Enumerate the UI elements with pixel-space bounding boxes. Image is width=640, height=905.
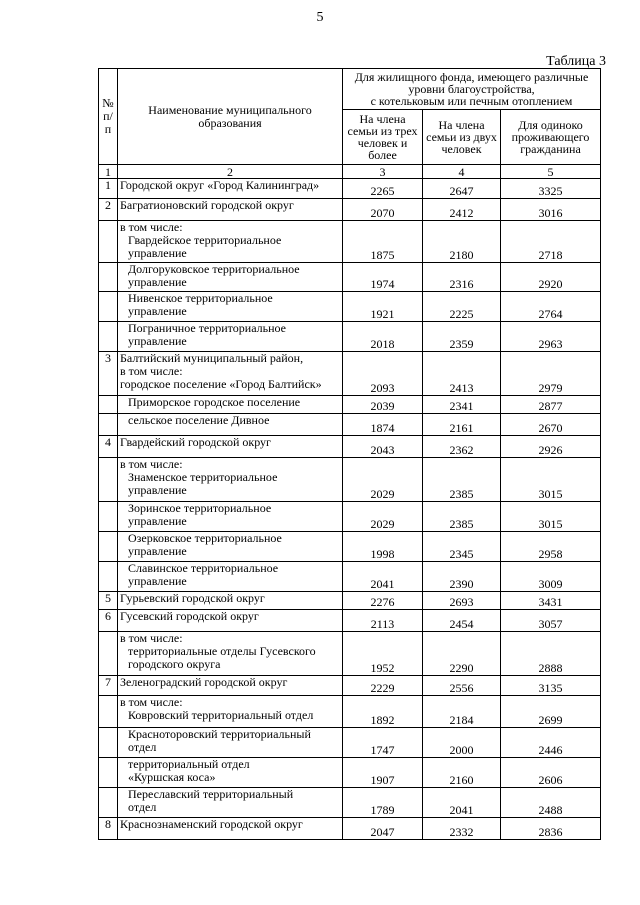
- table-row: [99, 396, 601, 414]
- column-number: 5: [501, 165, 601, 179]
- value-v3: 1921: [343, 292, 423, 322]
- value-v3: 2029: [343, 502, 423, 532]
- value-v4: 2180: [423, 221, 501, 263]
- municipality-name: [118, 676, 343, 696]
- value-v4: 2000: [423, 728, 501, 758]
- table-row: [99, 502, 601, 532]
- value-v3: 1952: [343, 632, 423, 676]
- header-number: № п/п: [99, 69, 118, 165]
- table-row: [99, 263, 601, 292]
- value-v5: 2699: [501, 696, 601, 728]
- row-number: 5: [99, 592, 118, 610]
- row-number: [99, 396, 118, 414]
- row-number: [99, 322, 118, 352]
- municipality-name-line: Переславский территориальный: [128, 787, 294, 801]
- row-number: 1: [99, 179, 118, 199]
- municipality-name-line: Городской округ «Город Калининград»: [120, 178, 320, 192]
- value-v3: 2070: [343, 199, 423, 221]
- value-v5: 2958: [501, 532, 601, 562]
- value-v5: 3057: [501, 610, 601, 632]
- row-number: 2: [99, 199, 118, 221]
- value-v4: 2161: [423, 414, 501, 436]
- municipality-name: [118, 632, 343, 676]
- value-v3: 1892: [343, 696, 423, 728]
- value-v5: 2979: [501, 352, 601, 396]
- table-row: [99, 292, 601, 322]
- value-v5: 3016: [501, 199, 601, 221]
- column-number-row: [99, 165, 601, 179]
- municipality-name-line: Долгоруковское территориальное: [128, 262, 300, 276]
- value-v3: 2043: [343, 436, 423, 458]
- value-v5: 2670: [501, 414, 601, 436]
- table-row: [99, 696, 601, 728]
- municipality-name-line: Балтийский муниципальный район,: [120, 351, 304, 365]
- municipality-name-line: сельское поселение Дивное: [128, 413, 270, 427]
- municipality-name-line: управление: [128, 304, 187, 318]
- municipality-name-line: Озерковское территориальное: [128, 531, 282, 545]
- municipality-name-line: управление: [128, 275, 187, 289]
- municipality-name-line: Славинское территориальное: [128, 561, 279, 575]
- value-v5: 2718: [501, 221, 601, 263]
- municipality-name: [118, 352, 343, 396]
- row-number: 8: [99, 818, 118, 840]
- value-v4: 2362: [423, 436, 501, 458]
- municipality-name-line: управление: [128, 483, 187, 497]
- table-row: [99, 179, 601, 199]
- municipality-name-line: Краснознаменский городской округ: [120, 817, 303, 831]
- value-v4: 2345: [423, 532, 501, 562]
- value-v4: 2647: [423, 179, 501, 199]
- municipality-name: [118, 758, 343, 788]
- value-v4: 2041: [423, 788, 501, 818]
- row-number: 7: [99, 676, 118, 696]
- municipality-name-line: в том числе:: [120, 457, 183, 471]
- page-number: 5: [316, 10, 324, 25]
- municipality-name-line: в том числе:: [120, 695, 183, 709]
- municipality-name: [118, 322, 343, 352]
- table-row: [99, 322, 601, 352]
- table-row: [99, 436, 601, 458]
- value-v5: 3009: [501, 562, 601, 592]
- municipality-name-line: Приморское городское поселение: [128, 395, 301, 409]
- row-number: 4: [99, 436, 118, 458]
- municipality-name: [118, 502, 343, 532]
- column-number: 1: [99, 165, 118, 179]
- value-v5: 2920: [501, 263, 601, 292]
- row-number: [99, 562, 118, 592]
- municipality-name-line: городского округа: [128, 657, 221, 671]
- municipality-name-line: Ковровский территориальный отдел: [128, 708, 314, 722]
- header-name: Наименование муниципального образования: [118, 69, 343, 165]
- municipality-name-line: управление: [128, 544, 187, 558]
- municipality-name: [118, 199, 343, 221]
- value-v4: 2556: [423, 676, 501, 696]
- municipality-name-line: Знаменское территориальное: [128, 470, 278, 484]
- value-v3: 2093: [343, 352, 423, 396]
- value-v5: 2877: [501, 396, 601, 414]
- value-v5: 3015: [501, 458, 601, 502]
- value-v5: 2446: [501, 728, 601, 758]
- municipality-name-line: Зеленоградский городской округ: [120, 675, 288, 689]
- row-number: 6: [99, 610, 118, 632]
- municipality-name-line: территориальные отделы Гусевского: [128, 644, 316, 658]
- municipality-name-line: Пограничное территориальное: [128, 321, 286, 335]
- value-v3: 2229: [343, 676, 423, 696]
- municipality-name: [118, 263, 343, 292]
- table-row: [99, 818, 601, 840]
- row-number: [99, 532, 118, 562]
- table-body: [99, 179, 601, 840]
- municipality-name-line: территориальный отдел: [128, 757, 250, 771]
- column-number: 2: [118, 165, 343, 179]
- municipality-name: [118, 458, 343, 502]
- municipality-name: [118, 610, 343, 632]
- table-row: [99, 676, 601, 696]
- row-number: [99, 502, 118, 532]
- value-v4: 2385: [423, 502, 501, 532]
- table-row: [99, 728, 601, 758]
- municipality-name-line: городское поселение «Город Балтийск»: [120, 377, 322, 391]
- value-v3: 2041: [343, 562, 423, 592]
- row-number: [99, 788, 118, 818]
- value-v4: 2332: [423, 818, 501, 840]
- municipality-name-line: Нивенское территориальное: [128, 291, 273, 305]
- value-v3: 2265: [343, 179, 423, 199]
- municipality-name-line: Гусевский городской округ: [120, 609, 259, 623]
- municipality-name-line: отдел: [128, 800, 157, 814]
- value-v4: 2160: [423, 758, 501, 788]
- value-v4: 2390: [423, 562, 501, 592]
- header-col-4: На члена семьи из двух человек: [423, 110, 501, 165]
- municipality-name-line: в том числе:: [120, 631, 183, 645]
- value-v4: 2413: [423, 352, 501, 396]
- tariff-table-container: [98, 68, 600, 840]
- value-v5: 3015: [501, 502, 601, 532]
- municipality-name: [118, 436, 343, 458]
- municipality-name-line: в том числе:: [120, 220, 183, 234]
- table-row: [99, 458, 601, 502]
- tariff-table: [98, 68, 601, 840]
- row-number: 3: [99, 352, 118, 396]
- municipality-name: [118, 179, 343, 199]
- value-v4: 2341: [423, 396, 501, 414]
- value-v5: 2888: [501, 632, 601, 676]
- municipality-name-line: управление: [128, 574, 187, 588]
- header-group-line-2: уровни благоустройства,: [408, 82, 535, 96]
- table-caption: Таблица 3: [546, 54, 606, 69]
- column-number: 4: [423, 165, 501, 179]
- municipality-name-line: управление: [128, 514, 187, 528]
- table-row: [99, 610, 601, 632]
- value-v5: 3431: [501, 592, 601, 610]
- municipality-name: [118, 562, 343, 592]
- value-v4: 2290: [423, 632, 501, 676]
- table-row: [99, 221, 601, 263]
- municipality-name: [118, 592, 343, 610]
- value-v4: 2225: [423, 292, 501, 322]
- value-v4: 2359: [423, 322, 501, 352]
- municipality-name: [118, 292, 343, 322]
- value-v3: 2113: [343, 610, 423, 632]
- municipality-name-line: «Куршская коса»: [128, 770, 216, 784]
- municipality-name-line: Багратионовский городской округ: [120, 198, 294, 212]
- value-v3: 2047: [343, 818, 423, 840]
- municipality-name-line: Красноторовский территориальный: [128, 727, 311, 741]
- row-number: [99, 758, 118, 788]
- value-v3: 1789: [343, 788, 423, 818]
- header-col-3: На члена семьи из трех человек и более: [343, 110, 423, 165]
- table-row: [99, 758, 601, 788]
- municipality-name: [118, 728, 343, 758]
- municipality-name-line: управление: [128, 334, 187, 348]
- municipality-name: [118, 221, 343, 263]
- value-v5: 2836: [501, 818, 601, 840]
- row-number: [99, 263, 118, 292]
- row-number: [99, 458, 118, 502]
- row-number: [99, 632, 118, 676]
- value-v4: 2184: [423, 696, 501, 728]
- value-v3: 2039: [343, 396, 423, 414]
- municipality-name: [118, 414, 343, 436]
- header-group-line-1: Для жилищного фонда, имеющего различные: [354, 70, 589, 84]
- municipality-name: [118, 532, 343, 562]
- value-v4: 2693: [423, 592, 501, 610]
- municipality-name-line: Гвардейское территориальное: [128, 233, 282, 247]
- table-row: [99, 632, 601, 676]
- value-v3: 2276: [343, 592, 423, 610]
- municipality-name: [118, 696, 343, 728]
- municipality-name-line: управление: [128, 246, 187, 260]
- municipality-name: [118, 788, 343, 818]
- value-v5: 2764: [501, 292, 601, 322]
- value-v4: 2385: [423, 458, 501, 502]
- value-v5: 3325: [501, 179, 601, 199]
- value-v3: 1875: [343, 221, 423, 263]
- municipality-name: [118, 396, 343, 414]
- value-v3: 1907: [343, 758, 423, 788]
- header-col-5: Для одиноко проживающего гражданина: [501, 110, 601, 165]
- table-row: [99, 352, 601, 396]
- value-v4: 2412: [423, 199, 501, 221]
- column-number: 3: [343, 165, 423, 179]
- row-number: [99, 414, 118, 436]
- municipality-name-line: отдел: [128, 740, 157, 754]
- value-v3: 1874: [343, 414, 423, 436]
- value-v3: 2018: [343, 322, 423, 352]
- value-v5: 2926: [501, 436, 601, 458]
- value-v4: 2454: [423, 610, 501, 632]
- value-v3: 1747: [343, 728, 423, 758]
- value-v5: 2606: [501, 758, 601, 788]
- row-number: [99, 292, 118, 322]
- table-row: [99, 199, 601, 221]
- table-row: [99, 592, 601, 610]
- municipality-name-line: Гурьевский городской округ: [120, 591, 265, 605]
- table-row: [99, 532, 601, 562]
- header-group: [343, 69, 601, 110]
- table-row: [99, 562, 601, 592]
- value-v5: 3135: [501, 676, 601, 696]
- table-row: [99, 414, 601, 436]
- municipality-name-line: Гвардейский городской округ: [120, 435, 271, 449]
- value-v4: 2316: [423, 263, 501, 292]
- value-v5: 2488: [501, 788, 601, 818]
- value-v3: 2029: [343, 458, 423, 502]
- municipality-name-line: Зоринское территориальное: [128, 501, 272, 515]
- value-v3: 1974: [343, 263, 423, 292]
- header-group-line-3: с котельковым или печным отоплением: [370, 94, 573, 108]
- row-number: [99, 221, 118, 263]
- row-number: [99, 696, 118, 728]
- value-v3: 1998: [343, 532, 423, 562]
- value-v5: 2963: [501, 322, 601, 352]
- municipality-name-line: в том числе:: [120, 364, 183, 378]
- row-number: [99, 728, 118, 758]
- table-row: [99, 788, 601, 818]
- municipality-name: [118, 818, 343, 840]
